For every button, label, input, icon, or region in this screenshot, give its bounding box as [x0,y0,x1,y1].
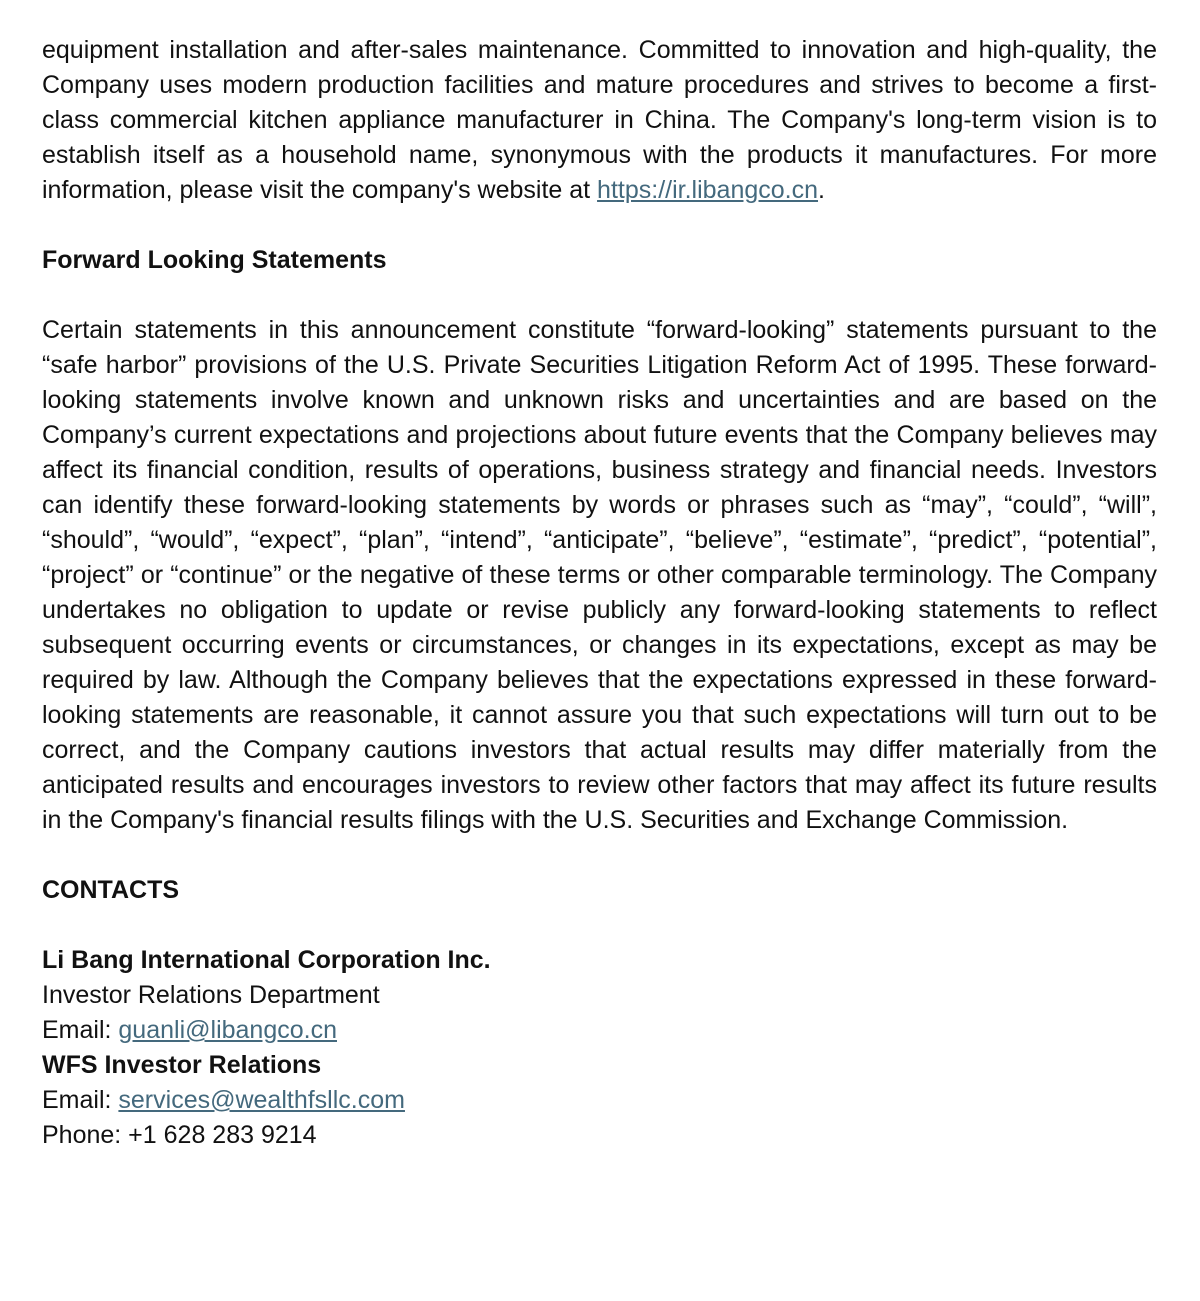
spacer [42,208,1157,243]
phone-line: Phone: +1 628 283 9214 [42,1121,317,1149]
spacer [42,908,1157,943]
company-website-link[interactable]: https://ir.libangco.cn [597,176,819,204]
spacer [42,278,1157,313]
spacer [42,838,1157,873]
forward-looking-heading: Forward Looking Statements [42,246,387,274]
intro-text: equipment installation and after-sales maintenance. Committed to innovation and high-quality, the Company uses modern production facilities and mature procedures and strives to become a first-class commercial kitchen appliance manufacturer in China. The Company's long-term vision is to establish itself as a household name, synonymous with the products it manufactures. For more information, please visit the company's website at [42,36,1157,204]
email-line-company [42,1013,1157,1048]
department-name: Investor Relations Department [42,981,380,1009]
intro-end: . [818,176,825,204]
company-name: Li Bang International Corporation Inc. [42,946,491,974]
email-line-ir [42,1083,1157,1118]
email-label: Email: [42,1016,119,1044]
intro-paragraph [42,33,1157,208]
email-label: Email: [42,1086,119,1114]
ir-firm-name: WFS Investor Relations [42,1051,322,1079]
forward-looking-paragraph: Certain statements in this announcement constitute “forward-looking” statements pursuant to the “safe harbor” provisions of the U.S. Private Securities Litigation Reform Act of 1995. These forward-looking statements involve known and unknown risks and uncertainties and are based on the Company’s current expectations and projections about future events that the Company believes may affect its financial condition, results of operations, business strategy and financial needs. Investors can identify these forward-looking statements by words or phrases such as “may”, “could”, “will”, “should”, “would”, “expect”, “plan”, “intend”, “anticipate”, “believe”, “estimate”, “predict”, “potential”, “project” or “continue” or the negative of these terms or other comparable terminology. The Company undertakes no obligation to update or revise publicly any forward-looking statements to reflect subsequent occurring events or circumstances, or changes in its expectations, except as may be required by law. Although the Company believes that the expectations expressed in these forward-looking statements are reasonable, it cannot assure you that such expectations will turn out to be correct, and the Company cautions investors that actual results may differ materially from the anticipated results and encourages investors to review other factors that may affect its future results in the Company's financial results filings with the U.S. Securities and Exchange Commission. [42,316,1157,834]
ir-email-link[interactable]: services@wealthfsllc.com [118,1086,405,1114]
company-email-link[interactable]: guanli@libangco.cn [118,1016,337,1044]
contacts-heading: CONTACTS [42,876,180,904]
document-page [42,33,1157,1153]
